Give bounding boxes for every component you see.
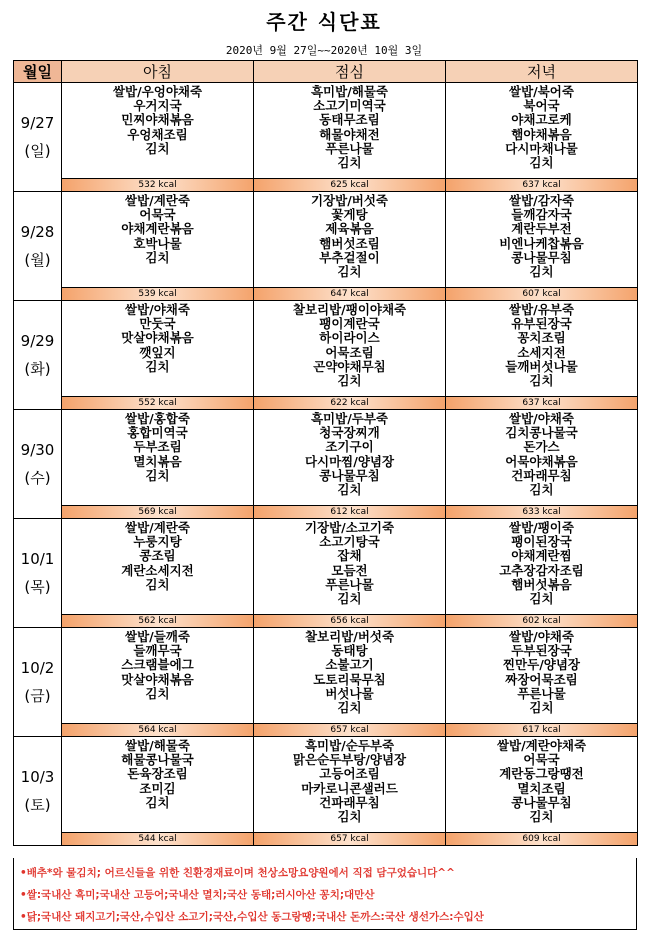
day-cell xyxy=(14,519,62,628)
lunch-kcal: 647 kcal xyxy=(254,288,446,301)
menu-item: 해물콩나물국 xyxy=(121,752,194,768)
menu-item: 소불고기 xyxy=(325,657,374,673)
menu-item: 돈육장조림 xyxy=(127,766,188,782)
page-title: 주간 식단표 xyxy=(266,10,382,34)
meal-items xyxy=(62,301,253,374)
menu-item: 곤약야채무침 xyxy=(313,358,386,374)
dinner-kcal: 633 kcal xyxy=(446,506,638,519)
menu-item: 마카로니콘샐러드 xyxy=(301,780,398,796)
day-date: 9/29 xyxy=(20,331,55,350)
menu-item: 쌀밥/계란야채죽 xyxy=(496,738,587,753)
menu-item: 김치 xyxy=(337,809,362,825)
menu-item: 다시마찜/양념장 xyxy=(304,453,395,469)
day-row xyxy=(14,628,638,724)
lunch-cell xyxy=(254,519,446,615)
breakfast-cell xyxy=(62,192,254,288)
kcal-row xyxy=(14,724,638,737)
note-origin-rice: •쌀:국내산 흑미;국내산 고등어;국내산 멸치;국산 동태;러시아산 꽁치;대만산 xyxy=(20,889,375,901)
menu-item: 민찌야채볶음 xyxy=(121,112,194,128)
day-row xyxy=(14,410,638,506)
menu-item: 푸른나물 xyxy=(325,140,374,156)
menu-item: 김치 xyxy=(145,794,170,810)
menu-item: 김치 xyxy=(529,809,554,825)
meal-items xyxy=(62,192,253,265)
menu-item: 쌀밥/계란죽 xyxy=(125,520,190,535)
menu-item: 김치 xyxy=(529,373,554,389)
menu-item: 조기구이 xyxy=(325,439,374,455)
kcal-row xyxy=(14,397,638,410)
dinner-cell xyxy=(446,519,638,615)
menu-item: 버섯나물 xyxy=(325,685,374,701)
day-of-week: (토) xyxy=(24,795,51,814)
dinner-kcal: 602 kcal xyxy=(446,615,638,628)
meal-items xyxy=(446,192,637,279)
kcal-row xyxy=(14,288,638,301)
menu-item: 어묵조림 xyxy=(325,344,374,360)
note-origin-meat: •닭;국내산 돼지고기;국산,수입산 소고기;국산,수입산 동그랑땡;국내산 돈까스:국산 생선가스:수입산 xyxy=(20,911,484,923)
menu-item: 멸치조림 xyxy=(517,780,566,796)
menu-item: 어묵국 xyxy=(139,207,176,223)
day-cell xyxy=(14,192,62,301)
menu-item: 김치 xyxy=(529,155,554,171)
dinner-cell xyxy=(446,301,638,397)
menu-item: 고추장감자조림 xyxy=(499,562,584,578)
menu-item: 들깨버섯나물 xyxy=(505,358,578,374)
day-date: 9/30 xyxy=(20,440,55,459)
meal-items xyxy=(254,192,445,279)
lunch-kcal: 625 kcal xyxy=(254,179,446,192)
menu-item: 멸치볶음 xyxy=(133,453,182,469)
menu-item: 소세지전 xyxy=(517,344,566,360)
menu-item: 고등어조림 xyxy=(319,766,380,782)
dinner-kcal: 607 kcal xyxy=(446,288,638,301)
day-of-week: (목) xyxy=(24,577,51,596)
lunch-cell xyxy=(254,301,446,397)
lunch-kcal: 657 kcal xyxy=(254,724,446,737)
menu-item: 흑미밥/해물죽 xyxy=(310,84,389,99)
menu-item: 유부된장국 xyxy=(511,316,572,332)
meal-items xyxy=(446,301,637,388)
menu-item: 쌀밥/계란죽 xyxy=(125,193,190,208)
menu-item: 김치 xyxy=(145,249,170,265)
menu-item: 햄야채볶음 xyxy=(511,126,572,142)
menu-item: 꽃게탕 xyxy=(331,207,368,223)
menu-item: 맛살야채볶음 xyxy=(121,671,194,687)
meal-items xyxy=(254,519,445,606)
menu-item: 쌀밥/팽이죽 xyxy=(509,520,574,535)
day-of-week: (화) xyxy=(24,359,51,378)
menu-item: 홍합미역국 xyxy=(127,425,188,441)
menu-item: 해물야채전 xyxy=(319,126,380,142)
notes-box xyxy=(13,858,637,930)
meal-items xyxy=(62,410,253,483)
menu-item: 다시마채나물 xyxy=(505,140,578,156)
header-breakfast: 아침 xyxy=(62,61,254,83)
breakfast-kcal: 562 kcal xyxy=(62,615,254,628)
menu-item: 김치 xyxy=(337,264,362,280)
day-date: 10/3 xyxy=(20,767,55,786)
menu-item: 두부된장국 xyxy=(511,643,572,659)
menu-item: 야채계란찜 xyxy=(511,548,572,564)
menu-item: 기장밥/소고기죽 xyxy=(304,520,395,535)
menu-item: 쌀밥/감자죽 xyxy=(509,193,574,208)
menu-item: 김치 xyxy=(337,155,362,171)
header-row xyxy=(14,61,638,83)
menu-item: 누룽지탕 xyxy=(133,534,182,550)
meal-items xyxy=(446,628,637,715)
breakfast-kcal: 569 kcal xyxy=(62,506,254,519)
menu-item: 김치 xyxy=(529,264,554,280)
day-cell xyxy=(14,83,62,192)
menu-item: 어묵야채볶음 xyxy=(505,453,578,469)
menu-item: 콩나물무침 xyxy=(511,794,572,810)
menu-item: 콩나물무침 xyxy=(511,249,572,265)
note-kimchi: •배추*와 물김치; 어르신들을 위한 친환경재료이며 천상소망요양원에서 직접 담구었습니다^^ xyxy=(20,867,455,879)
menu-item: 모듬전 xyxy=(331,562,368,578)
meal-items xyxy=(446,83,637,170)
menu-item: 푸른나물 xyxy=(517,685,566,701)
menu-item: 야채고로케 xyxy=(511,112,572,128)
breakfast-cell xyxy=(62,83,254,179)
breakfast-kcal: 544 kcal xyxy=(62,833,254,846)
meal-items xyxy=(446,519,637,606)
menu-body xyxy=(14,83,638,846)
meal-items xyxy=(254,410,445,497)
meal-items xyxy=(62,737,253,810)
menu-item: 청국장찌개 xyxy=(319,425,380,441)
lunch-cell xyxy=(254,83,446,179)
menu-item: 야채계란볶음 xyxy=(121,221,194,237)
dinner-kcal: 609 kcal xyxy=(446,833,638,846)
menu-item: 우엉채조림 xyxy=(127,126,188,142)
menu-item: 스크램블에그 xyxy=(121,657,194,673)
menu-item: 도토리묵무침 xyxy=(313,671,386,687)
meal-items xyxy=(254,737,445,824)
menu-item: 동태탕 xyxy=(331,643,368,659)
meal-items xyxy=(254,83,445,170)
lunch-cell xyxy=(254,737,446,833)
day-date: 9/27 xyxy=(20,113,55,132)
day-row xyxy=(14,737,638,833)
menu-item: 김치 xyxy=(529,591,554,607)
breakfast-kcal: 564 kcal xyxy=(62,724,254,737)
menu-item: 쌀밥/우엉야채죽 xyxy=(112,84,203,99)
dinner-kcal: 637 kcal xyxy=(446,179,638,192)
menu-item: 어묵국 xyxy=(523,752,560,768)
menu-item: 하이라이스 xyxy=(319,330,380,346)
menu-item: 김치 xyxy=(529,482,554,498)
breakfast-cell xyxy=(62,628,254,724)
menu-item: 깻잎지 xyxy=(139,344,176,360)
menu-item: 김치 xyxy=(145,467,170,483)
weekly-menu-table xyxy=(13,60,638,846)
menu-item: 소고기미역국 xyxy=(313,98,386,114)
lunch-cell xyxy=(254,628,446,724)
menu-item: 맛살야채볶음 xyxy=(121,330,194,346)
menu-item: 우거지국 xyxy=(133,98,182,114)
menu-item: 콩나물무침 xyxy=(319,467,380,483)
menu-item: 제육볶음 xyxy=(325,221,374,237)
date-range: 2020년 9월 27일~~2020년 10월 3일 xyxy=(225,44,423,57)
menu-item: 조미김 xyxy=(139,780,176,796)
menu-item: 짜장어묵조림 xyxy=(505,671,578,687)
meal-items xyxy=(254,301,445,388)
menu-item: 흑미밥/두부죽 xyxy=(310,411,389,426)
lunch-kcal: 656 kcal xyxy=(254,615,446,628)
menu-item: 쌀밥/해물죽 xyxy=(125,738,190,753)
lunch-cell xyxy=(254,192,446,288)
menu-item: 찰보리밥/팽이야채죽 xyxy=(292,302,407,317)
menu-item: 건파래무침 xyxy=(319,794,380,810)
menu-item: 콩조림 xyxy=(139,548,176,564)
menu-item: 쌀밥/야채죽 xyxy=(125,302,190,317)
menu-item: 쌀밥/야채죽 xyxy=(509,411,574,426)
menu-item: 북어국 xyxy=(523,98,560,114)
menu-item: 김치 xyxy=(145,358,170,374)
menu-item: 만둣국 xyxy=(139,316,176,332)
meal-items xyxy=(62,519,253,592)
menu-item: 푸른나물 xyxy=(325,576,374,592)
day-cell xyxy=(14,737,62,846)
header-dinner: 저녁 xyxy=(446,61,638,83)
menu-item: 찐만두/양념장 xyxy=(502,657,581,673)
menu-item: 김치 xyxy=(337,591,362,607)
day-of-week: (수) xyxy=(24,468,51,487)
kcal-row xyxy=(14,615,638,628)
dinner-cell xyxy=(446,410,638,506)
dinner-cell xyxy=(446,737,638,833)
day-cell xyxy=(14,301,62,410)
menu-item: 김치 xyxy=(145,576,170,592)
breakfast-cell xyxy=(62,519,254,615)
meal-items xyxy=(62,83,253,156)
menu-item: 계란두부전 xyxy=(511,221,572,237)
day-row xyxy=(14,192,638,288)
dinner-cell xyxy=(446,83,638,179)
day-of-week: (월) xyxy=(24,250,51,269)
menu-item: 김치 xyxy=(145,685,170,701)
meal-items xyxy=(62,628,253,701)
menu-item: 찰보리밥/버섯죽 xyxy=(304,629,395,644)
breakfast-cell xyxy=(62,410,254,506)
menu-item: 들깨무국 xyxy=(133,643,182,659)
lunch-kcal: 622 kcal xyxy=(254,397,446,410)
menu-item: 건파래무침 xyxy=(511,467,572,483)
day-row xyxy=(14,519,638,615)
menu-item: 흑미밥/순두부죽 xyxy=(304,738,395,753)
header-date: 월일 xyxy=(14,61,62,83)
menu-item: 두부조림 xyxy=(133,439,182,455)
menu-item: 쌀밥/유부죽 xyxy=(509,302,574,317)
meal-items xyxy=(446,737,637,824)
menu-item: 돈가스 xyxy=(523,439,560,455)
menu-item: 팽이된장국 xyxy=(511,534,572,550)
breakfast-kcal: 532 kcal xyxy=(62,179,254,192)
day-cell xyxy=(14,410,62,519)
menu-item: 꽁치조림 xyxy=(517,330,566,346)
breakfast-cell xyxy=(62,301,254,397)
kcal-row xyxy=(14,179,638,192)
menu-item: 잡채 xyxy=(337,548,362,564)
dinner-cell xyxy=(446,628,638,724)
menu-item: 김치 xyxy=(337,482,362,498)
day-of-week: (금) xyxy=(24,686,51,705)
breakfast-cell xyxy=(62,737,254,833)
menu-item: 소고기탕국 xyxy=(319,534,380,550)
dinner-kcal: 637 kcal xyxy=(446,397,638,410)
lunch-kcal: 612 kcal xyxy=(254,506,446,519)
header-lunch: 점심 xyxy=(254,61,446,83)
menu-item: 동태무조림 xyxy=(319,112,380,128)
day-cell xyxy=(14,628,62,737)
menu-item: 김치 xyxy=(529,700,554,716)
menu-item: 호박나물 xyxy=(133,235,182,251)
kcal-row xyxy=(14,506,638,519)
menu-item: 햄버섯조림 xyxy=(319,235,380,251)
menu-item: 쌀밥/홍합죽 xyxy=(125,411,190,426)
dinner-kcal: 617 kcal xyxy=(446,724,638,737)
lunch-cell xyxy=(254,410,446,506)
menu-item: 쌀밥/북어죽 xyxy=(509,84,574,99)
day-date: 10/2 xyxy=(20,658,55,677)
meal-items xyxy=(254,628,445,715)
breakfast-kcal: 539 kcal xyxy=(62,288,254,301)
menu-item: 계란소세지전 xyxy=(121,562,194,578)
menu-item: 들깨감자국 xyxy=(511,207,572,223)
lunch-kcal: 657 kcal xyxy=(254,833,446,846)
menu-item: 부추겉절이 xyxy=(319,249,380,265)
menu-item: 계란동그랑땡전 xyxy=(499,766,584,782)
menu-item: 햄버섯볶음 xyxy=(511,576,572,592)
menu-item: 김치 xyxy=(337,700,362,716)
menu-item: 팽이계란국 xyxy=(319,316,380,332)
menu-item: 비엔나케찹볶음 xyxy=(499,235,584,251)
menu-item: 김치 xyxy=(337,373,362,389)
menu-item: 김치 xyxy=(145,140,170,156)
day-row xyxy=(14,301,638,397)
menu-item: 기장밥/버섯죽 xyxy=(310,193,389,208)
breakfast-kcal: 552 kcal xyxy=(62,397,254,410)
day-row xyxy=(14,83,638,179)
menu-item: 맑은순두부탕/양념장 xyxy=(292,752,407,768)
dinner-cell xyxy=(446,192,638,288)
menu-item: 쌀밥/들깨죽 xyxy=(125,629,190,644)
day-of-week: (일) xyxy=(24,141,51,160)
day-date: 9/28 xyxy=(20,222,55,241)
kcal-row xyxy=(14,833,638,846)
meal-items xyxy=(446,410,637,497)
day-date: 10/1 xyxy=(20,549,55,568)
menu-item: 쌀밥/야채죽 xyxy=(509,629,574,644)
menu-item: 김치콩나물국 xyxy=(505,425,578,441)
